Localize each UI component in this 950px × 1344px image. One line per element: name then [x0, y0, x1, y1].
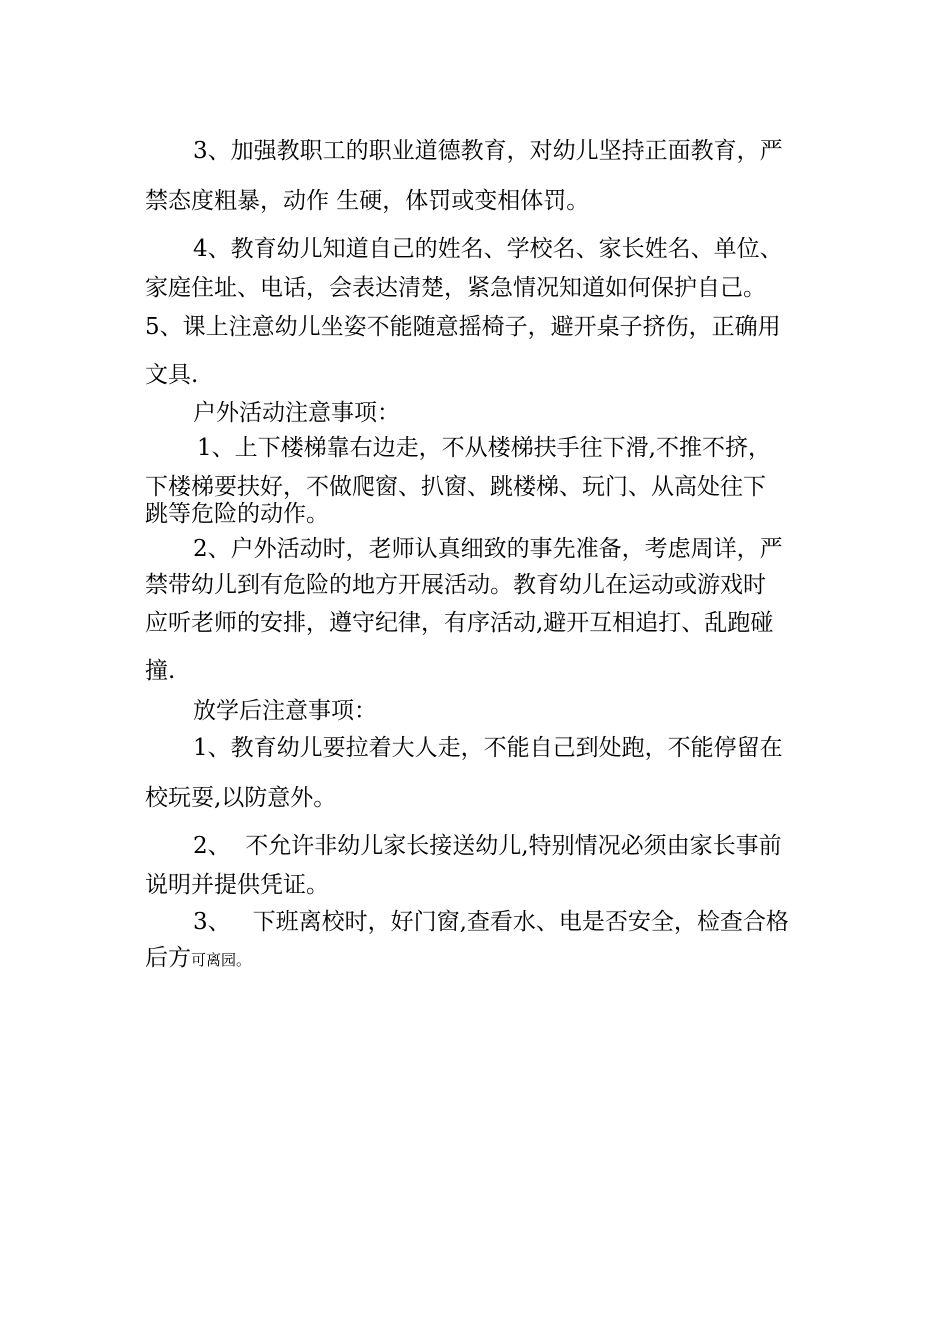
text-line: 禁态度粗暴，动作 生硬，体罚或变相体罚。 — [145, 188, 590, 214]
text-line: 跳等危险的动作。 — [145, 501, 329, 527]
text-line: 文具. — [145, 362, 199, 388]
text-line: 1、教育幼儿要拉着大人走，不能自己到处跑，不能停留在 — [193, 735, 783, 761]
text-segment: 后方 — [145, 945, 191, 971]
section-heading: 放学后注意事项： — [193, 698, 377, 724]
text-line: 2、户外活动时，老师认真细致的事先准备，考虑周详，严 — [193, 536, 783, 562]
text-line: 说明并提供凭证。 — [145, 872, 329, 898]
text-line: 3、 下班离校时，好门窗,查看水、电是否安全，检查合格 — [193, 909, 789, 935]
text-line: 禁带幼儿到有危险的地方开展活动。教育幼儿在运动或游戏时 — [145, 572, 766, 598]
text-line: 3、加强教职工的职业道德教育，对幼儿坚持正面教育，严 — [193, 138, 783, 164]
text-line: 家庭住址、电话，会表达清楚，紧急情况知道如何保护自己。 — [145, 275, 766, 301]
section-heading: 户外活动注意事项： — [193, 400, 400, 426]
text-segment-small: 可离园。 — [191, 951, 252, 969]
text-line: 5、课上注意幼儿坐姿不能随意摇椅子，避开桌子挤伤，正确用 — [145, 314, 781, 340]
text-line: 1、上下楼梯靠右边走，不从楼梯扶手往下滑,不推不挤， — [197, 435, 771, 461]
text-line: 应听老师的安排，遵守纪律，有序活动,避开互相追打、乱跑碰 — [145, 610, 774, 636]
text-line: 下楼梯要扶好，不做爬窗、扒窗、跳楼梯、玩门、从高处往下 — [145, 474, 766, 500]
text-line: 校玩耍,以防意外。 — [145, 785, 337, 811]
text-line — [145, 943, 810, 975]
text-line: 撞. — [145, 658, 176, 684]
text-line: 2、 不允许非幼儿家长接送幼儿,特别情况必须由家长事前 — [193, 833, 782, 859]
text-line: 4、教育幼儿知道自己的姓名、学校名、家长姓名、单位、 — [193, 236, 783, 262]
